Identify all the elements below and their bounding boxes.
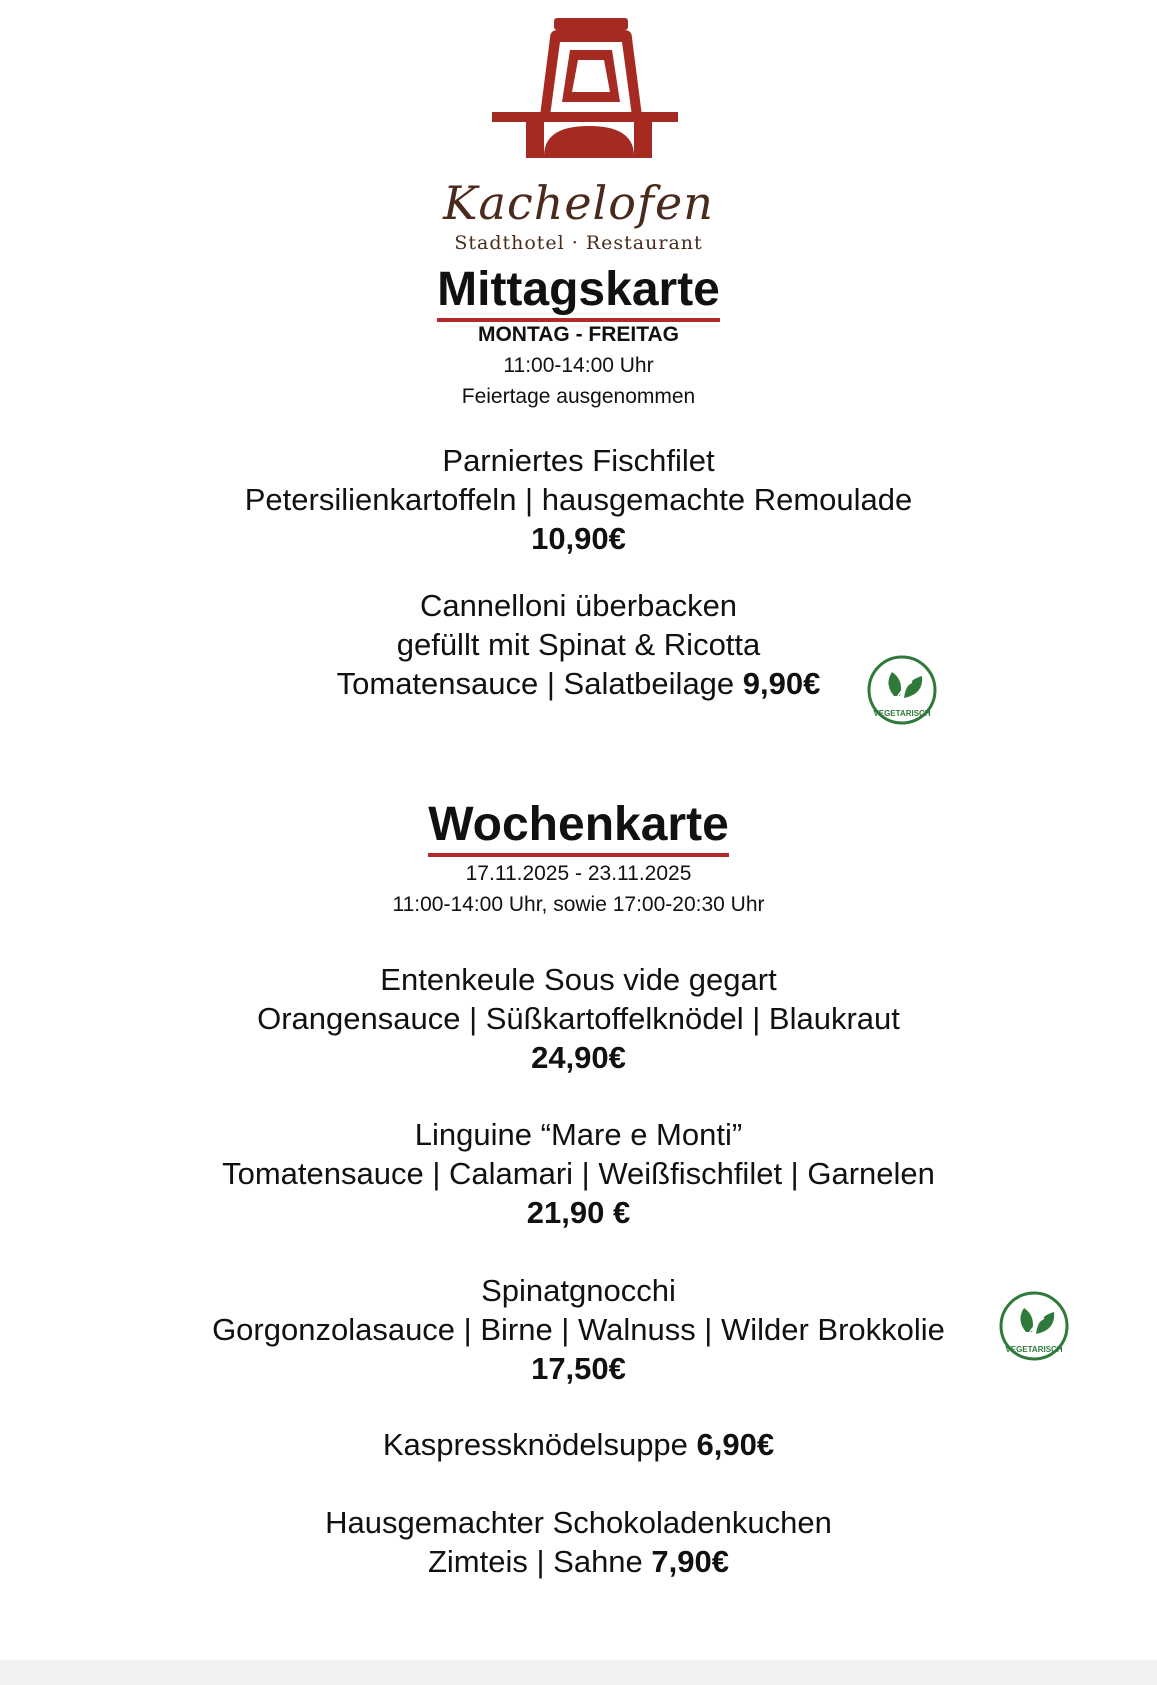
dish-price: 17,50€ (531, 1351, 626, 1386)
vegetarian-leaf-badge-icon (866, 654, 938, 726)
logo-name: Kachelofen (443, 176, 714, 230)
lunch-note: Feiertage ausgenommen (461, 385, 696, 408)
weekly-menu-info (0, 858, 1157, 920)
dish-name: Kaspressknödelsuppe (382, 1427, 688, 1462)
lunch-menu-header (0, 262, 1157, 322)
dish-name: Hausgemachter Schokoladenkuchen (325, 1505, 832, 1540)
dish-name: Spinatgnocchi (481, 1273, 676, 1308)
weekly-menu-header (0, 797, 1157, 857)
svg-text:VEGETARISCH: VEGETARISCH (873, 709, 931, 718)
dish-sides: Orangensauce | Süßkartoffelknödel | Blaukraut (257, 1001, 900, 1036)
weekly-hours: 11:00-14:00 Uhr, sowie 17:00-20:30 Uhr (392, 893, 765, 916)
dish-sides: Gorgonzolasauce | Birne | Walnuss | Wilder Brokkolie (212, 1312, 945, 1347)
vegetarian-leaf-badge-icon (998, 1290, 1070, 1362)
dish-sides-price-line (0, 1542, 1157, 1581)
dish-sides: Zimteis | Sahne (427, 1544, 643, 1579)
menu-item (0, 1115, 1157, 1232)
oven-logo-icon (492, 16, 702, 176)
svg-text:VEGETARISCH: VEGETARISCH (1005, 1345, 1063, 1354)
menu-item (0, 960, 1157, 1077)
dish-price: 24,90€ (531, 1040, 626, 1075)
lunch-menu-title: Mittagskarte (437, 262, 720, 322)
dish-sides: Petersilienkartoffeln | hausgemachte Remoulade (244, 482, 913, 517)
dish-sides: Tomatensauce | Salatbeilage (336, 666, 735, 701)
menu-item (0, 1503, 1157, 1581)
lunch-days: MONTAG - FREITAG (477, 323, 680, 346)
dish-filling: gefüllt mit Spinat & Ricotta (396, 627, 761, 662)
dish-sides: Tomatensauce | Calamari | Weißfischfilet | Garnelen (222, 1156, 935, 1191)
dish-price: 10,90€ (531, 521, 626, 556)
menu-item (0, 1425, 1157, 1464)
weekly-menu-title: Wochenkarte (428, 797, 729, 857)
dish-name: Parniertes Fischfilet (442, 443, 715, 478)
menu-item (0, 1271, 1157, 1388)
dish-price: 9,90€ (742, 666, 821, 701)
dish-name: Cannelloni überbacken (419, 588, 738, 623)
logo-subtitle: Stadthotel · Restaurant (454, 232, 703, 254)
bottom-band (0, 1660, 1157, 1685)
menu-item (0, 586, 1157, 703)
menu-item (0, 441, 1157, 558)
dish-price: 21,90 € (526, 1195, 631, 1230)
lunch-menu-info (0, 320, 1157, 412)
dish-name: Linguine “Mare e Monti” (414, 1117, 743, 1152)
dish-sides-price-line (0, 664, 1157, 703)
weekly-date-range: 17.11.2025 - 23.11.2025 (465, 862, 692, 885)
lunch-hours: 11:00-14:00 Uhr (503, 354, 654, 377)
dish-price: 7,90€ (651, 1544, 729, 1579)
dish-name: Entenkeule Sous vide gegart (380, 962, 777, 997)
dish-price: 6,90€ (696, 1427, 775, 1462)
